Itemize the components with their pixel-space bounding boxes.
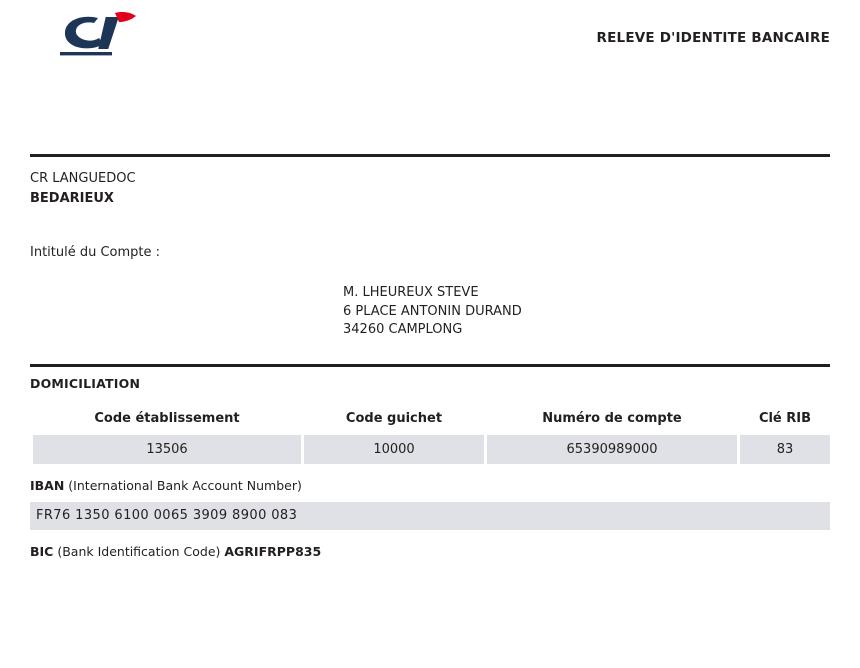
column-header-cle-rib: Clé RIB bbox=[758, 410, 812, 426]
table-header-row bbox=[33, 410, 830, 435]
iban-label-bold: IBAN bbox=[30, 477, 65, 493]
holder-line-3: 34260 CAMPLONG bbox=[343, 322, 463, 337]
bank-branch: BEDARIEUX bbox=[30, 191, 114, 206]
document-header bbox=[30, 0, 830, 70]
bank-name: CR LANGUEDOC bbox=[30, 171, 136, 186]
value-numero-compte: 65390989000 bbox=[487, 435, 737, 464]
divider-middle bbox=[30, 364, 830, 367]
document-title: RELEVE D'IDENTITE BANCAIRE bbox=[596, 30, 830, 46]
bic-label-bold: BIC bbox=[30, 543, 54, 559]
rib-table bbox=[30, 410, 833, 464]
account-label: Intitulé du Compte : bbox=[30, 245, 161, 260]
bank-block bbox=[30, 157, 830, 209]
holder-line-1: M. LHEUREUX STEVE bbox=[343, 285, 479, 300]
value-code-etablissement: 13506 bbox=[33, 435, 301, 464]
value-cle-rib: 83 bbox=[740, 435, 830, 464]
iban-label-rest: (International Bank Account Number) bbox=[64, 477, 302, 493]
bic-value: AGRIFRPP835 bbox=[224, 543, 322, 559]
iban-value: FR76 1350 6100 0065 3909 8900 083 bbox=[30, 502, 830, 530]
bic-line bbox=[30, 544, 830, 559]
header-spacer bbox=[30, 70, 830, 154]
account-holder bbox=[343, 284, 830, 340]
column-header-code-etablissement: Code établissement bbox=[94, 410, 240, 426]
domiciliation-title: DOMICILIATION bbox=[30, 375, 141, 391]
credit-agricole-logo bbox=[52, 8, 142, 60]
iban-label bbox=[30, 478, 830, 493]
table-row bbox=[33, 435, 830, 464]
value-code-guichet: 10000 bbox=[304, 435, 484, 464]
holder-line-2: 6 PLACE ANTONIN DURAND bbox=[343, 303, 522, 319]
column-header-code-guichet: Code guichet bbox=[345, 410, 443, 426]
column-header-numero-compte: Numéro de compte bbox=[542, 410, 682, 426]
bic-label-rest: (Bank Identification Code) bbox=[53, 543, 225, 559]
divider-middle-wrap bbox=[30, 364, 830, 367]
